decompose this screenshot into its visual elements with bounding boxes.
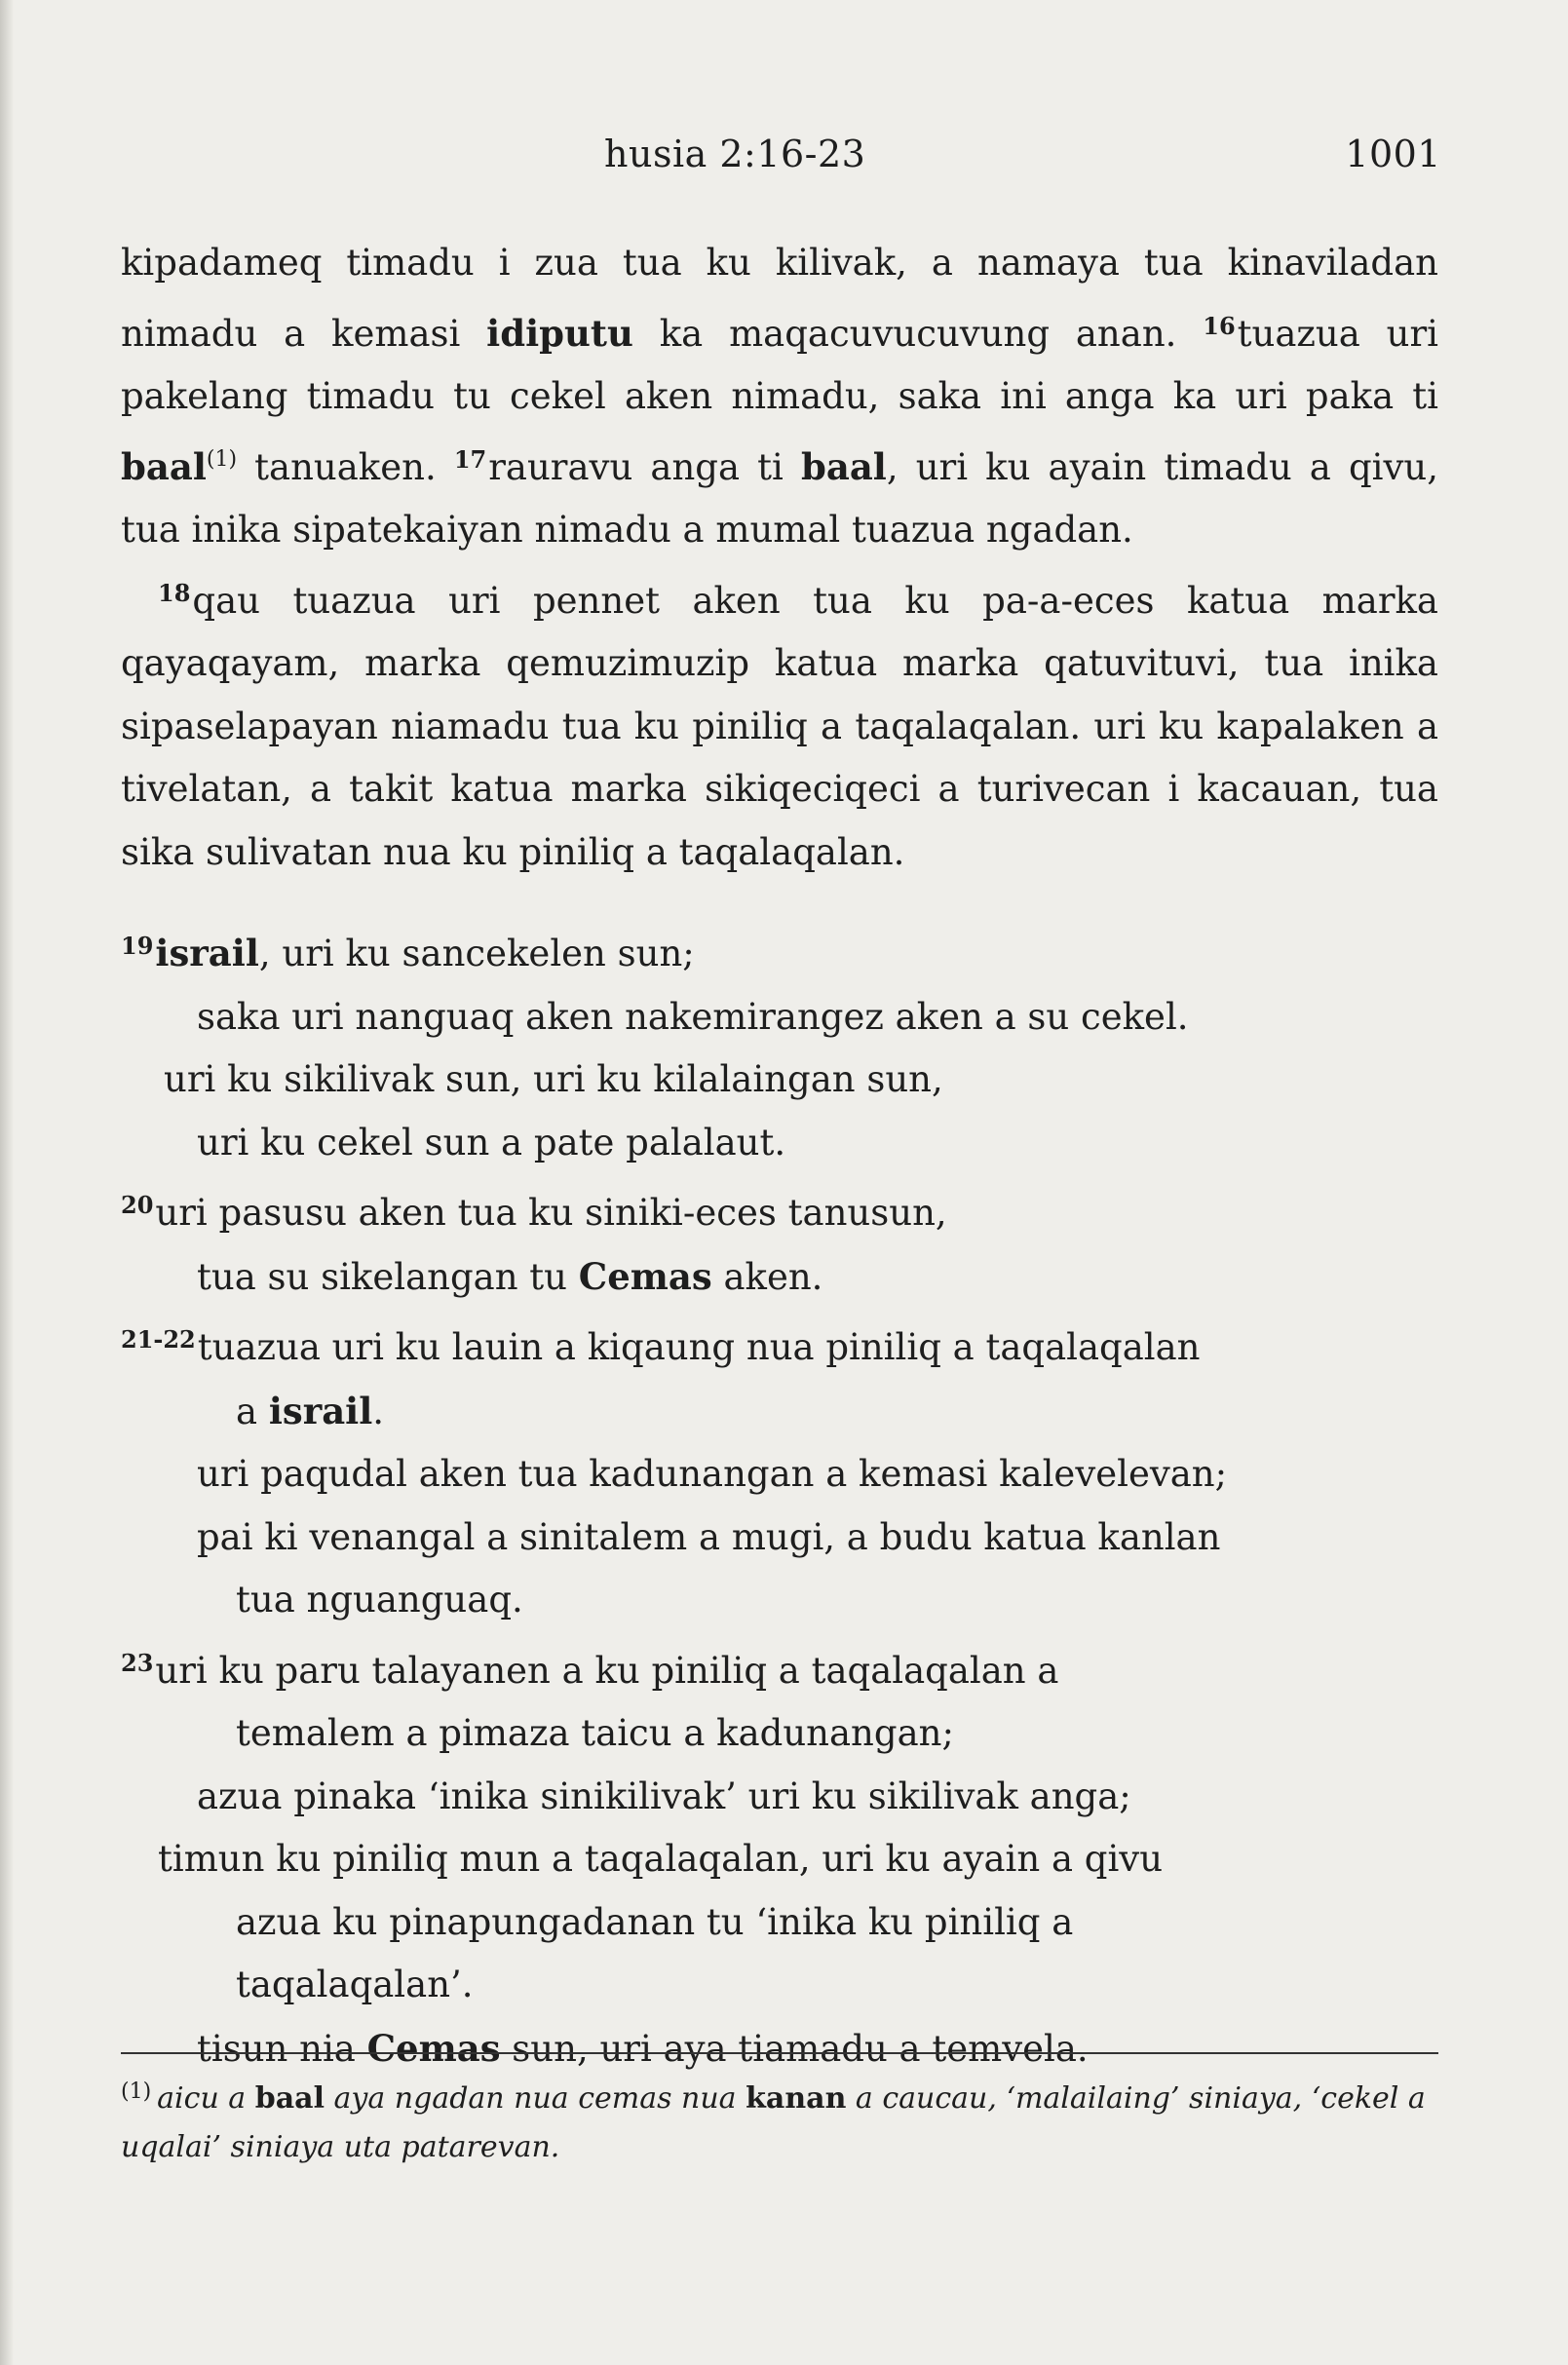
page-number: 1001 <box>1345 133 1441 175</box>
poetry-line: temalem a pimaza taicu a kadunangan; <box>236 1712 954 1754</box>
verse-number-21-22: 21-22 <box>121 1325 196 1354</box>
verse-number-17: 17 <box>453 444 487 474</box>
poetry-line: timun ku piniliq mun a taqalaqalan, uri ku ayain a qivu <box>158 1838 1164 1880</box>
verse-number-18: 18 <box>158 578 191 607</box>
poetry-line: azua ku pinapungadanan tu ‘inika ku piniliq a <box>236 1900 1074 1943</box>
poetry-line: saka uri nanguaq aken nakemirangez aken a su cekel. <box>197 995 1189 1038</box>
footnote-marker: (1) <box>121 2079 152 2104</box>
footnote: $^{(1)}$ aicu a baal aya ngadan nua cemas nua kanan a caucau, ‘malailaing’ siniaya, ‘cekel a uqalai’ siniaya uta patarevan. <box>121 2079 1426 2164</box>
poetry-line: tua nguanguaq. <box>236 1579 523 1621</box>
paragraph-verses-15-17: kipadameq timadu i zua tua ku kilivak, a namaya tua kinaviladan nimadu a kemasi idiputu ka maqacuvucuvung anan. $^{16}$tuazua uri pakelang timadu tu cekel aken nimadu, saka ini anga ka uri paka ti baal$^{(1)}$ tanuaken. $^{17}$rauravu anga ti baal, uri ku ayain timadu a qivu, tua inika sipatekaiyan nimadu a mumal tuazua ngadan. <box>121 242 1438 551</box>
footnote-reference[interactable]: (1) <box>206 446 238 472</box>
footnote-divider <box>121 2052 1438 2054</box>
running-title: husia 2:16-23 <box>604 133 866 175</box>
paragraph-verse-18: $^{18}$qau tuazua uri pennet aken tua ku pa-a-eces katua marka qayaqayam, marka qemuzimuzip katua marka qatuvituvi, tua inika sipaselapayan niamadu tua ku piniliq a taqalaqalan. uri ku kapalaken a tivelatan, a takit katua marka sikiqeciqeci a turivecan i kacauan, tua sika sulivatan nua ku piniliq a taqalaqalan. <box>121 578 1438 873</box>
poetry-block <box>121 915 1438 2080</box>
poetry-line: azua pinaka ‘inika sinikilivak’ uri ku sikilivak anga; <box>197 1774 1131 1817</box>
poetry-line: uri paqudal aken tua kadunangan a kemasi kalevelevan; <box>197 1453 1228 1495</box>
verse-number-20: 20 <box>121 1191 154 1219</box>
verse-number-23: 23 <box>121 1648 154 1677</box>
poetry-line: uri ku sikilivak sun, uri ku kilalaingan sun, <box>164 1058 943 1100</box>
poetry-line: $^{23}$uri ku paru talayanen a ku piniliq a taqalaqalan a <box>121 1648 1059 1692</box>
poetry-line: pai ki venangal a sinitalem a mugi, a budu katua kanlan <box>197 1515 1221 1558</box>
poetry-line: tisun nia Cemas sun, uri aya tiamadu a temvela. <box>197 2026 1089 2070</box>
poetry-line: taqalaqalan’. <box>236 1964 474 2005</box>
poetry-line: tua su sikelangan tu Cemas aken. <box>197 1254 823 1298</box>
poetry-line: uri ku cekel sun a pate palalaut. <box>197 1121 786 1163</box>
poetry-line: $^{21-22}$tuazua uri ku lauin a kiqaung nua piniliq a taqalaqalan <box>121 1325 1201 1368</box>
poetry-line: a israil. <box>236 1389 385 1432</box>
poetry-line: $^{20}$uri pasusu aken tua ku siniki-eces tanusun, <box>121 1191 947 1234</box>
verse-number-19: 19 <box>121 932 154 960</box>
verse-number-16: 16 <box>1203 311 1236 340</box>
running-header <box>604 133 1441 175</box>
main-text <box>121 232 1438 2080</box>
poetry-line: $^{19}$israil, uri ku sancekelen sun; <box>121 932 695 974</box>
